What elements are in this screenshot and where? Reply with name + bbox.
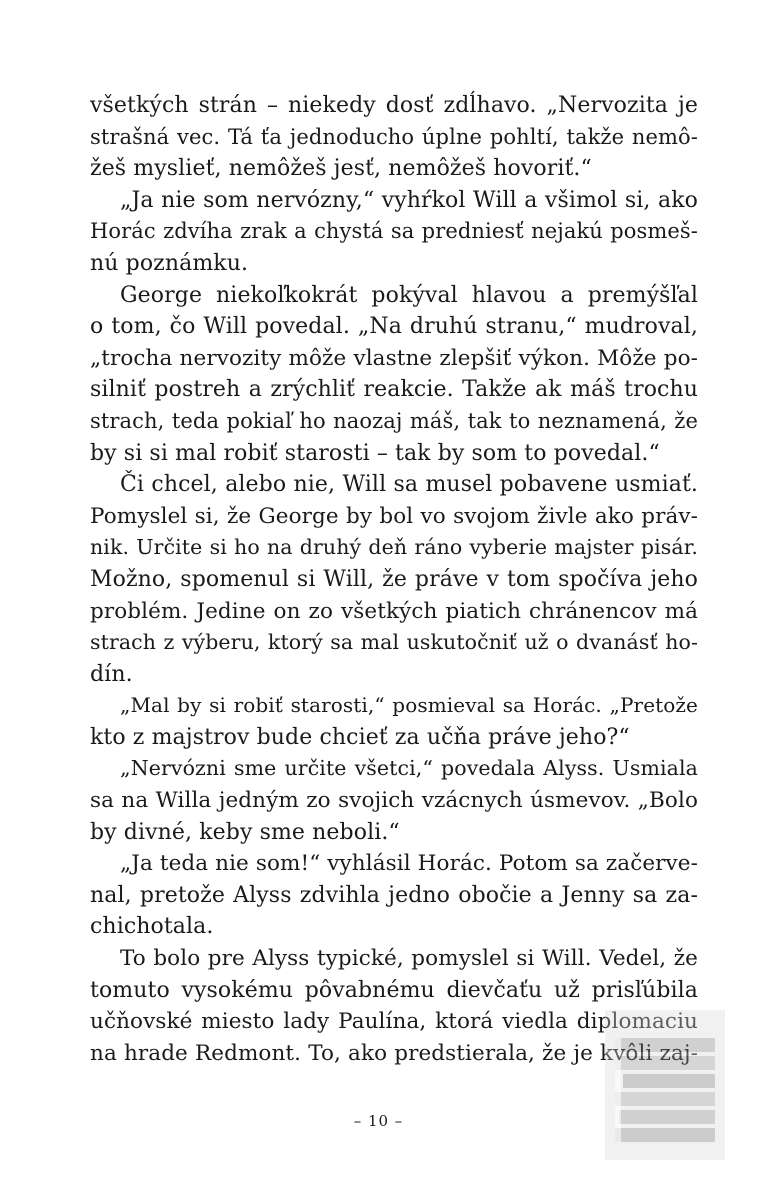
text-line: „trocha nervozity môže vlastne zlepšiť výkon. Môže po-	[90, 345, 698, 371]
text-line: na hrade Redmont. To, ako predstierala, že je kvôli zaj-	[90, 1040, 698, 1066]
text-line: problém. Jedine on zo všetkých piatich chránencov má	[90, 598, 698, 624]
page-number: – 10 –	[353, 1112, 404, 1130]
text-line: o tom, čo Will povedal. „Na druhú stranu,“ mudroval,	[90, 314, 698, 340]
text-line: Pomyslel si, že George by bol vo svojom živle ako práv-	[90, 503, 698, 529]
text-line: „Ja teda nie som!“ vyhlásil Horác. Potom sa začerve-	[120, 851, 698, 877]
text-line: žeš myslieť, nemôžeš jesť, nemôžeš hovoriť.“	[90, 156, 592, 182]
text-line: Či chcel, alebo nie, Will sa musel pobavene usmiať.	[120, 472, 698, 498]
text-line: strach z výberu, ktorý sa mal uskutočniť už o dvanásť ho-	[90, 630, 698, 655]
text-line: nal, pretože Alyss zdvihla jedno obočie a Jenny sa za-	[90, 882, 698, 908]
text-line: „Mal by si robiť starosti,“ posmieval sa Horác. „Pretože	[120, 693, 698, 718]
text-line: všetkých strán – niekedy dosť zdĺhavo. „Nervozita je	[90, 93, 698, 118]
text-line: George niekoľkokrát pokýval hlavou a premýšľal	[120, 282, 698, 308]
text-line: strach, teda pokiaľ ho naozaj máš, tak to neznamená, že	[90, 408, 698, 433]
text-line: sa na Willa jedným zo svojich vzácnych úsmevov. „Bolo	[90, 788, 698, 814]
text-line: nik. Určite si ho na druhý deň ráno vyberie majster pisár.	[90, 535, 698, 560]
text-line: „Ja nie som nervózny,“ vyhŕkol Will a všimol si, ako	[120, 187, 698, 213]
text-line: chichotala.	[90, 914, 214, 940]
text-line: strašná vec. Tá ťa jednoducho úplne pohltí, takže nemô-	[90, 124, 698, 149]
text-line: Horác zdvíha zrak a chystá sa predniesť nejakú posmeš-	[90, 219, 698, 244]
text-line: by divné, keby sme neboli.“	[90, 819, 400, 845]
text-line: kto z majstrov bude chcieť za učňa práve jeho?“	[90, 724, 630, 750]
books-watermark-icon	[605, 1010, 725, 1160]
text-line: dín.	[90, 661, 133, 687]
text-line: To bolo pre Alyss typické, pomyslel si Will. Vedel, že	[120, 946, 698, 972]
text-line: učňovské miesto lady Paulína, ktorá viedla diplomaciu	[90, 1009, 698, 1035]
text-line: tomuto vysokému pôvabnému dievčaťu už prisľúbila	[90, 977, 698, 1003]
text-line: nú poznámku.	[90, 250, 249, 276]
text-line: by si si mal robiť starosti – tak by som to povedal.“	[90, 440, 660, 466]
body-text	[90, 90, 698, 1069]
text-line: Možno, spomenul si Will, že práve v tom spočíva jeho	[90, 566, 698, 592]
text-line: silniť postreh a zrýchliť reakcie. Takže ak máš trochu	[90, 377, 698, 403]
text-line: „Nervózni sme určite všetci,“ povedala Alyss. Usmiala	[120, 756, 698, 781]
